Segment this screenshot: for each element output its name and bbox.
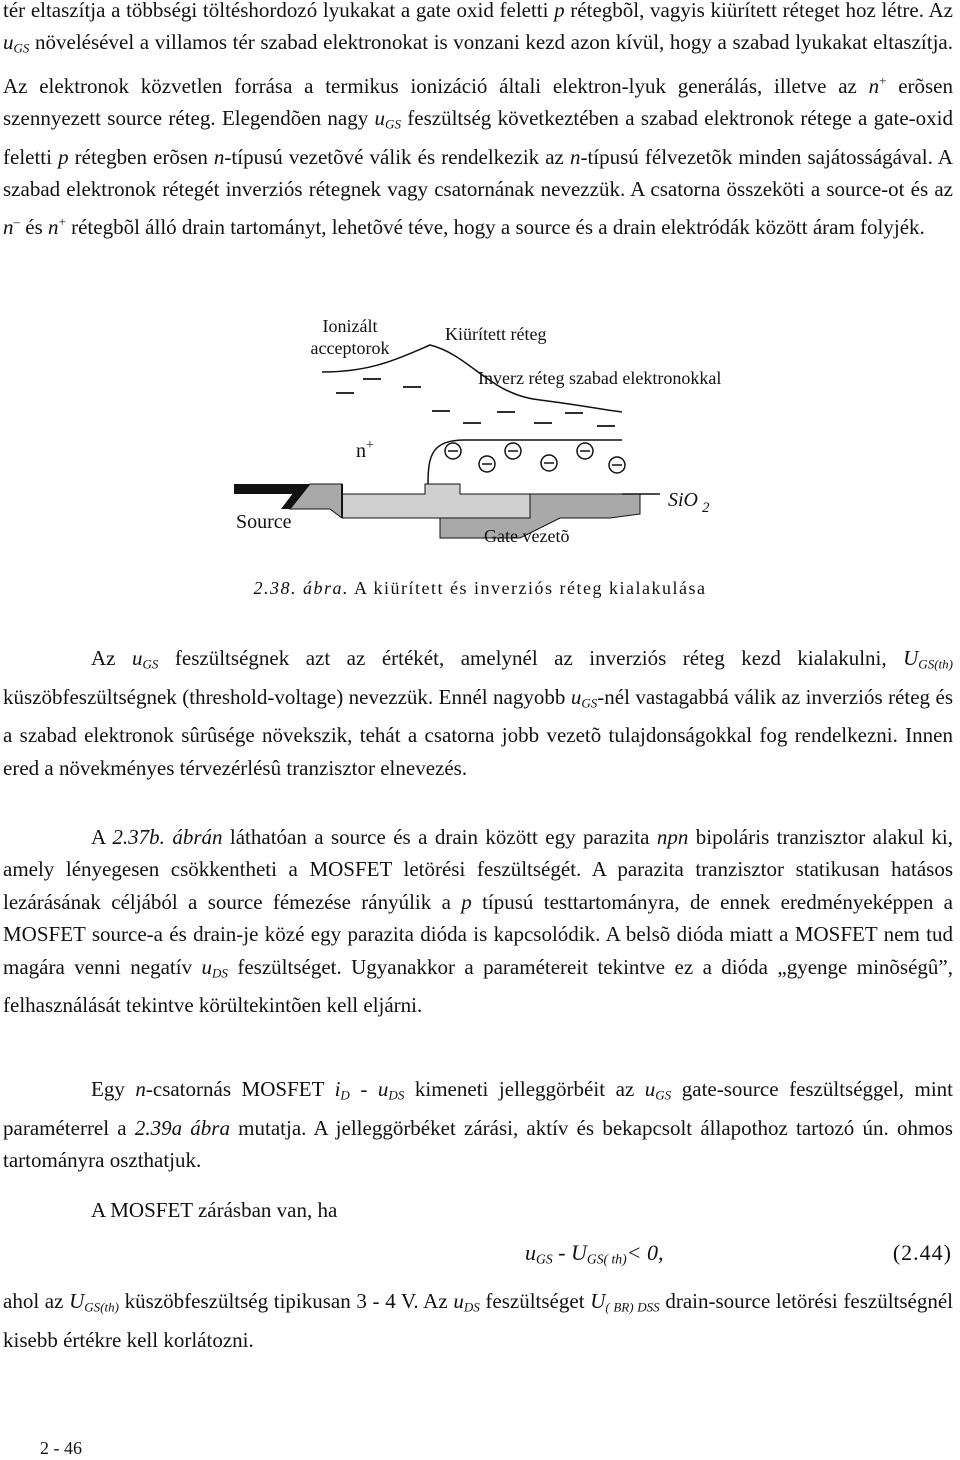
var-U: U — [69, 1289, 85, 1313]
text-run: drain-source letörési feszültségnél kisebb értékre kell korlátozni. — [3, 1289, 954, 1352]
label-depleted: Kiürített réteg — [445, 324, 547, 344]
eq-sub-gsth: GS( th) — [586, 1251, 627, 1267]
sup-plus: + — [58, 213, 66, 229]
figure-reference: 2.37b. ábrán — [112, 825, 223, 849]
equation-number: (2.44) — [892, 1240, 952, 1265]
electron-icon — [609, 457, 625, 473]
text-run: -típusú vezetõvé válik és rendelkezik az — [224, 144, 570, 169]
var-p: p — [58, 144, 69, 169]
var-u: u — [201, 954, 213, 979]
paragraph-characteristics — [3, 1073, 953, 1176]
var-n: n — [48, 214, 59, 239]
electron-icon — [577, 443, 593, 459]
figure-reference: 2.39a ábra — [134, 1115, 230, 1140]
text-run: gate-source feszültséggel, mint paraméterrel a — [3, 1077, 953, 1140]
var-p: p — [554, 0, 565, 22]
text-run: rétegbõl, vagyis kiürített réteget hoz létre. Az — [564, 0, 953, 22]
electron-icon — [479, 456, 495, 472]
text-run: bipoláris tranzisztor alakul ki, amely lényegesen csökkentheti a MOSFET letörési feszültségét. A parazita tranzisztor statikusan hatásos lezárásának céljából a source fémezése rányúlik a — [3, 825, 953, 914]
text-run: láthatóan a source és a drain között egy parazita — [222, 825, 657, 849]
text-run: erõsen szennyezett source réteg. Elegendõen nagy — [3, 73, 953, 131]
var-u: u — [644, 1077, 656, 1101]
var-u: u — [570, 684, 582, 709]
text-run: típusú testtartományra, de ennek eredményeképpen a MOSFET source-a és drain-je közé egy parazita dióda is kapcsolódik. A belsõ dióda miatt a MOSFET nem tud magára venni negatív — [3, 889, 953, 979]
label-inversion: Inverz réteg szabad elektronokkal — [478, 368, 722, 388]
eq-U: U — [570, 1240, 587, 1265]
text-run: rétegben erõsen — [68, 144, 214, 169]
text-run: -típusú félvezetõk minden sajátosságával. A szabad elektronok rétegét inverziós rétegnek vagy csatornának nevezzük. A csatorna összeköti a source-ot és az — [3, 144, 953, 202]
label-nplus: n+ — [356, 438, 374, 462]
text-run: -csatornás MOSFET — [145, 1077, 335, 1101]
var-u: u — [453, 1289, 464, 1313]
sub-gs: GS — [385, 116, 401, 132]
figure-mosfet-layers — [0, 300, 960, 570]
var-n: n — [868, 73, 880, 98]
text-run: rétegbõl álló drain tartományt, lehetõvé téve, hogy a source és a drain elektródák között áram folyjék. — [65, 214, 925, 239]
text-run: A MOSFET zárásban van, ha — [91, 1198, 338, 1222]
text-run: tér eltaszítja a többségi töltéshordozó lyukakat a gate oxid feletti — [3, 0, 555, 22]
label-ionized-line1: Ionizált — [322, 316, 378, 336]
sub-gsth: GS(th) — [918, 656, 953, 672]
label-sio2: SiO $_2$ — [668, 489, 710, 516]
sup-plus: + — [879, 73, 887, 89]
sup-minus: – — [13, 213, 21, 229]
var-u: u — [3, 30, 14, 55]
electron-icon — [541, 455, 557, 471]
caption-number: 2.38. ábra. — [253, 578, 350, 598]
eq-minus: - — [552, 1240, 571, 1265]
var-p: p — [461, 889, 472, 914]
figure-caption — [0, 578, 960, 599]
label-ionized-line2: acceptorok — [310, 338, 390, 358]
sub-ds: DS — [388, 1087, 405, 1103]
var-i: i — [334, 1077, 341, 1101]
electron-symbols — [445, 443, 625, 473]
sub-ds: DS — [463, 1299, 480, 1315]
text-run: -nél vastagabbá válik az inverziós réteg és a szabad elektronok sûrûsége növekszik, tehát a csatorna jobb vezetõ tulajdonságokkal fog rendelkezni. Innen ered a növekményes térvezérlésû tranzisztor elnevezés. — [3, 684, 953, 780]
text-run: növelésével a villamos tér szabad elektronokat is vonzani kezd azon kívül, hogy a szabad lyukakat eltaszítja. Az elektronok közvetlen forrása a termikus ionizáció általi elektron-lyuk generálás, illetve az — [3, 30, 953, 98]
var-u: u — [377, 1077, 389, 1101]
gate-conductor — [342, 484, 530, 518]
electron-icon — [445, 443, 461, 459]
sub-gs: GS — [142, 656, 159, 672]
text-run: feszültség következtében a szabad elektronok rétege a gate-oxid feletti — [3, 106, 953, 169]
text-run: A — [91, 825, 113, 849]
eq-u: u — [525, 1240, 536, 1265]
var-U: U — [903, 646, 919, 670]
text-run: - — [349, 1077, 378, 1101]
eq-sub-gs: GS — [536, 1251, 553, 1267]
caption-text: A kiürített és inverziós réteg kialakulása — [349, 578, 707, 598]
text-run: Az — [91, 646, 132, 670]
var-npn: npn — [656, 825, 689, 849]
text-run: feszültséget. Ugyanakkor a paramétereit tekintve ez a dióda „gyenge minõségû”, felhasználását tekintve körültekintõen kell eljárni. — [3, 954, 953, 1018]
source-metal-strip — [234, 484, 300, 494]
sub-gsth: GS(th) — [84, 1299, 119, 1315]
var-n: n — [569, 144, 581, 169]
text-run: kimeneti jelleggörbéit az — [404, 1077, 645, 1101]
var-n: n — [213, 144, 225, 169]
paragraph-off-state — [3, 1194, 953, 1226]
label-gate: Gate vezetõ — [484, 526, 570, 546]
text-run: és — [20, 214, 49, 239]
var-n: n — [3, 214, 14, 239]
sub-gs: GS — [13, 40, 30, 56]
paragraph-intro — [3, 0, 953, 243]
eq-rest: < 0, — [626, 1240, 664, 1265]
text-run: Egy — [91, 1077, 136, 1101]
sub-gs: GS — [581, 694, 598, 710]
text-run: feszültséget — [479, 1289, 591, 1313]
sub-gs: GS — [655, 1087, 672, 1103]
sub-d: D — [340, 1087, 350, 1103]
sub-ds: DS — [212, 964, 228, 980]
page-number: 2 - 46 — [40, 1438, 82, 1458]
text-run: ahol az — [3, 1289, 70, 1313]
paragraph-threshold — [3, 642, 953, 784]
paragraph-where — [3, 1285, 953, 1356]
var-u: u — [132, 646, 143, 670]
text-run: mutatja. A jelleggörbéket zárási, aktív és bekapcsolt állapothoz tartozó ún. ohmos tartományra oszthatjuk. — [3, 1115, 953, 1173]
nplus-boundary — [428, 440, 622, 484]
sub-brdss: ( BR) DSS — [605, 1299, 660, 1315]
text-run: feszültségnek azt az értékét, amelynél az inverziós réteg kezd kialakulni, — [158, 646, 904, 670]
var-u: u — [374, 106, 386, 131]
var-U: U — [590, 1289, 606, 1313]
electron-icon — [505, 443, 521, 459]
text-run: küszöbfeszültség tipikusan 3 - 4 V. Az — [118, 1289, 454, 1313]
paragraph-parasitic — [3, 821, 953, 1022]
text-run: küszöbfeszültségnek (threshold-voltage) nevezzük. Ennél nagyobb — [3, 684, 571, 709]
equation-2-44 — [525, 1240, 663, 1267]
label-source: Source — [236, 511, 292, 533]
var-n: n — [135, 1077, 146, 1101]
